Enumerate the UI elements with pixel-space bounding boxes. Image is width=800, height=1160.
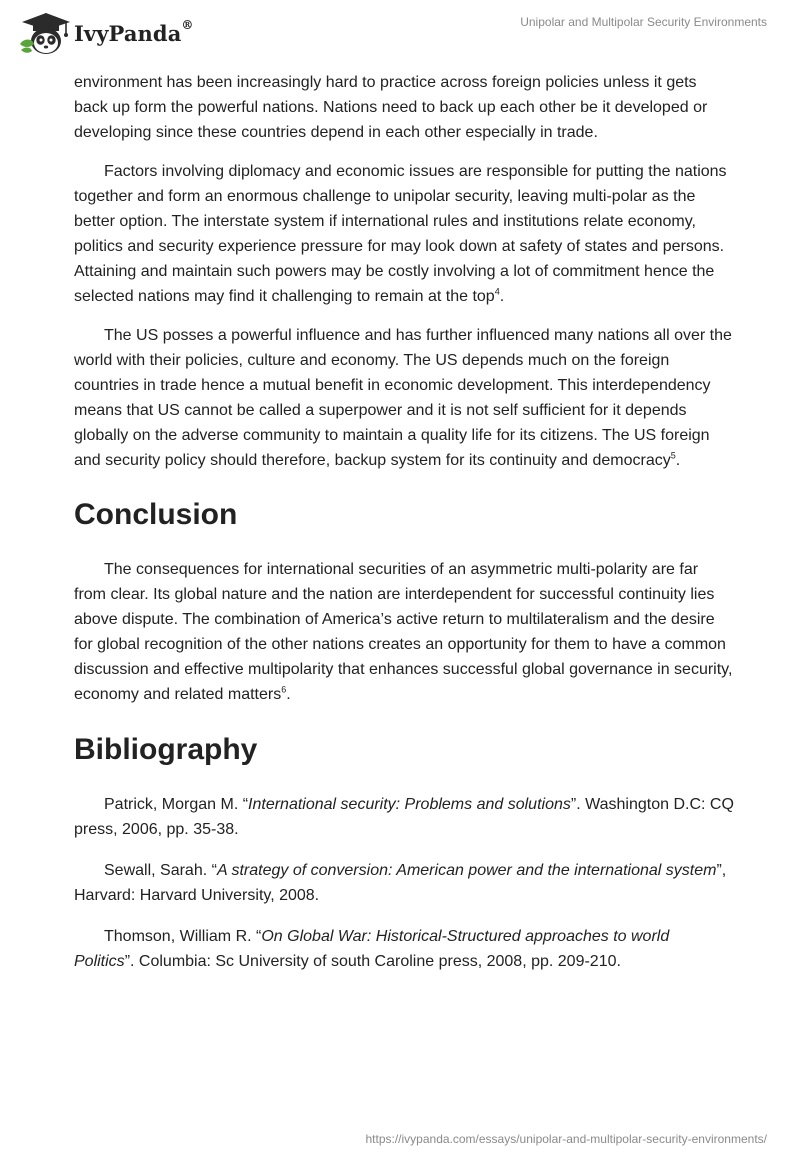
paragraph	[74, 323, 734, 473]
paragraph-end: .	[675, 452, 681, 469]
source-url-link[interactable]: https://ivypanda.com/essays/unipolar-and-multipolar-security-environments/	[365, 1132, 767, 1146]
registered-mark: ®	[181, 17, 194, 32]
paragraph-continuation: environment has been increasingly hard to practice across foreign policies unless it gets back up form the powerful nations. Nations need to back up each other be it developed or developing since these countries depend in each other especially in trade.	[74, 74, 708, 141]
entry-publication: ”. Columbia: Sc University of south Caroline press, 2008, pp. 209-210.	[124, 953, 621, 970]
panda-graduate-icon	[16, 10, 72, 56]
conclusion-heading: Conclusion	[74, 498, 238, 531]
paragraph-end: .	[499, 288, 505, 305]
bibliography-list	[74, 792, 734, 974]
entry-author: Sewall, Sarah. “	[104, 862, 217, 879]
logo-text: IvyPanda	[74, 20, 182, 46]
logo-wordmark	[74, 17, 194, 46]
footnote-ref[interactable]: 6	[281, 684, 287, 695]
bibliography-heading: Bibliography	[74, 733, 258, 766]
footnote-ref[interactable]: 5	[670, 450, 676, 461]
entry-author: Patrick, Morgan M. “	[104, 796, 249, 813]
paragraph-text: The US posses a powerful influence and has further influenced many nations all over the world with their policies, culture and economy. The US depends much on the foreign countries in trade hence a mutual benefit in economic development. This interdependency means that US cannot be called a superpower and it is not self sufficient for it depends globally on the adverse community to maintain a quality life for its citizens. The US foreign and security policy should therefore, backup system for its continuity and democracy	[74, 327, 732, 469]
entry-title: On Global War: Historical-Structured approaches to world Politics	[74, 928, 670, 970]
entry-title: International security: Problems and solutions	[248, 796, 571, 813]
ivypanda-logo[interactable]	[16, 10, 194, 56]
paragraph-end: .	[286, 686, 291, 703]
entry-publication: ”, Harvard: Harvard University, 2008.	[74, 862, 727, 904]
entry-title: A strategy of conversion: American power and the international system	[216, 862, 717, 879]
entry-publication: ”. Washington D.C: CQ press, 2006, pp. 35-38.	[74, 796, 734, 838]
paragraph-text: Factors involving diplomacy and economic issues are responsible for putting the nations together and form an enormous challenge to unipolar security, leaving multi-polar as the better option. The interstate system if international rules and institutions relate economy, politics and security experience pressure for may look down at safety of states and persons. Attaining and maintain such powers may be costly involving a lot of commitment hence the selected nations may find it challenging to remain at the top	[74, 163, 727, 305]
bibliography-entry	[74, 792, 734, 842]
essay-content	[74, 70, 734, 990]
document-title: Unipolar and Multipolar Security Environments	[520, 15, 767, 29]
bibliography-entry	[74, 858, 734, 908]
paragraph	[74, 159, 734, 309]
paragraph-text: The consequences for international securities of an asymmetric multi-polarity are far from clear. Its global nature and the nation are interdependent for successful continuity lies above dispute. The combination of America’s active return to multilateralism and the desire for global recognition of the other nations creates an opportunity for them to have a common discussion and effective multipolarity that enhances successful global governance in security, economy and related matters	[74, 561, 733, 703]
footnote-ref[interactable]: 4	[494, 286, 500, 297]
bibliography-entry	[74, 924, 734, 974]
conclusion-paragraph	[74, 557, 734, 707]
entry-author: Thomson, William R. “	[104, 928, 262, 945]
